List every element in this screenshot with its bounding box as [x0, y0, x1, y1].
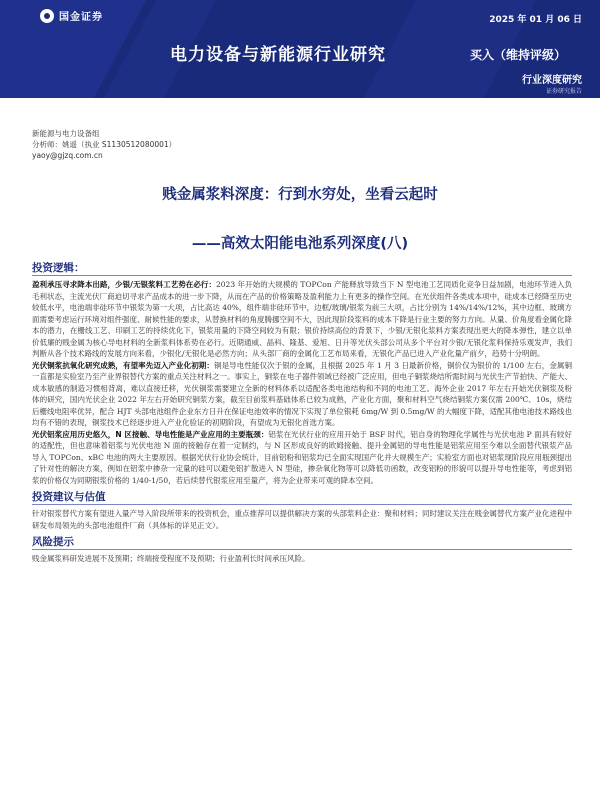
paragraph-lead: 光伏铜浆抗氧化研究成熟，有望率先迈入产业化初期：: [32, 360, 214, 370]
paragraph-text: 铝浆在光伏行业的应用开始于 BSF 时代，铝自身的物理化学属性与光伏电池 P 面具有较好的适配性，但也意味着铝浆与光伏电池 N 面的接触存在着一定制约，与 N 区形成良好的欧姆接触、提升金属铝的导电性能是铝浆应用至今难以全面替代银浆产品导入 TOPCon、xBC 电池的两大主要原因。根据光伏行业协会统计，目前铝粉和铝浆均已全面实现国产化并大规模生产；实验室方面也对铝浆现阶段应用瓶颈提出了针对性的解决方案，例如在铝浆中掺杂一定量的硅可以避免铝扩散进入 N 型硅，掺杂氧化物等可以降低功函数，改变铝粉的形貌可以提升导电性能等，考虑到铝浆的价格仅为同期银浆价格的 1/40-1/50，若后续替代银浆应用至量产，将为企业带来可观的降本空间。: [32, 429, 572, 485]
risk-heading: 风险提示: [32, 535, 572, 550]
document-subtitle: ——高效太阳能电池系列深度(八): [191, 236, 409, 252]
document-title: 贱金属浆料深度：行到水穷处，坐看云起时: [162, 187, 438, 203]
logo-icon: [40, 9, 54, 23]
paragraph-copper-paste: [32, 360, 572, 429]
paragraph-text: 铜是导电性能仅次于银的金属，且根据 2025 年 1 月 3 日最新价格，铜价仅为银价的 1/100 左右，金属铜一直都是实验室乃至产业界银替代方案的重点关注材料之一。事实上，铜浆在电子器件领域已经被广泛应用，但电子铜浆烧结所需时间与光伏生产节拍快、产能大、成本敏感的制造习惯相背离，难以直接迁移，光伏铜浆需要建立全新的材料体系以适配各类电池结构和不同的电池工艺。海外企业 2017 年左右开始光伏铜浆及粉体的研究，国内光伏企业 2022 年左右开始研究铜浆方案，截至目前浆料基础体系已较为成熟，产业化方面，聚和材料空气烧结铜浆方案仅需 200℃、10s，烧结后栅线电阻率优异，配合 HJT 头部电池组件企业东方日升在保证电池效率的情况下实现了单位银耗 6mg/W 到 0.5mg/W 的大幅度下降，适配其他电池技术路线也均有不错的表现，铜浆技术已经逐步进入产业化验证的初期阶段，有望成为无银化首选方案。: [32, 360, 572, 427]
analyst-group: 新能源与电力设备组: [32, 129, 100, 138]
paragraph-aluminum-paste: [32, 429, 572, 487]
rating-badge: 买入（维持评级）: [470, 48, 567, 62]
paragraph-cost-pressure: [32, 279, 572, 360]
report-subtype: 证券研究报告: [545, 88, 582, 95]
paragraph-lead: 光伏铝浆应用历史悠久，N 区接触、导电性能是产业应用的主要瓶颈：: [32, 429, 269, 439]
investment-advice-heading: 投资建议与估值: [32, 490, 572, 505]
paragraph-text: 2023 年开始的大规模的 TOPCon 产能释放导致当下 N 型电池工艺同质化竞争日益加剧，电池环节进入负毛利状态，主流光伏厂商迫切寻求产品成本的进一步下降，从而在产品的价格策略及盈利能力上有更多的操作空间。在光伏组件各类成本项中，硅成本已经降至历史较低水平，电池端非硅环节中银浆为第一大项，占比高达 40%，组件端非硅环节中，边框/玻璃/银浆为前三大项，占比分别为 14%/14%/12%，其中边框、玻璃方面需要考虑运行环境对组件强度、耐候性能的要求，从替换材料的角度腾挪空间不大，因此现阶段浆料的成本下降是行业主要的努力方向。从量、价角度看金属化降本的潜力，在栅线工艺、印刷工艺的持续优化下，银浆用量的下降空间较为有限；银价持续高位的背景下，少银/无银化浆料方案表现出更大的降本弹性，建立以单价低廉的贱金属为核心导电材料的全新浆料体系势在必行。近期通威、晶科、隆基、爱旭、日升等光伏头部公司从多个平台对少银/无银化浆料保持乐观发声，我们判断从各个技术路线的发展方向来看，少银化/无银化是必然方向；从头部厂商的金属化工艺布局来看，无银化产品已进入产业化量产前夕，趋势十分明朗。: [32, 280, 572, 358]
company-logo: [40, 8, 103, 23]
investment-logic-heading: 投资逻辑：: [32, 261, 572, 276]
paragraph-risk: 贱金属浆料研发进展不及预期；终端接受程度不及预期；行业盈利长时间承压风险。: [32, 554, 310, 563]
analyst-block: [32, 128, 176, 161]
analyst-email: yaoy@gjzq.com.cn: [32, 151, 103, 160]
report-date: 2025 年 01 月 06 日: [489, 15, 582, 25]
logo-text: 国金证券: [59, 12, 103, 23]
report-title: 电力设备与新能源行业研究: [170, 45, 386, 65]
paragraph-investment-advice: 针对银浆替代方案有望进入量产导入阶段所带来的投资机会，重点推荐可以提供解决方案的头部浆料企业：聚和材料；同时建议关注在贱金属替代方案产业化进程中研发布局领先的头部电池组件厂商（具体标的详见正文）。: [32, 509, 572, 530]
report-body: [32, 261, 572, 565]
paragraph-lead: 盈利承压寻求降本出路，少银/无银浆料工艺势在必行：: [32, 280, 217, 289]
report-type: 行业深度研究: [522, 75, 582, 86]
analyst-name: 分析师：姚遥（执业 S1130512080001）: [32, 140, 177, 149]
header-banner: [0, 0, 600, 98]
